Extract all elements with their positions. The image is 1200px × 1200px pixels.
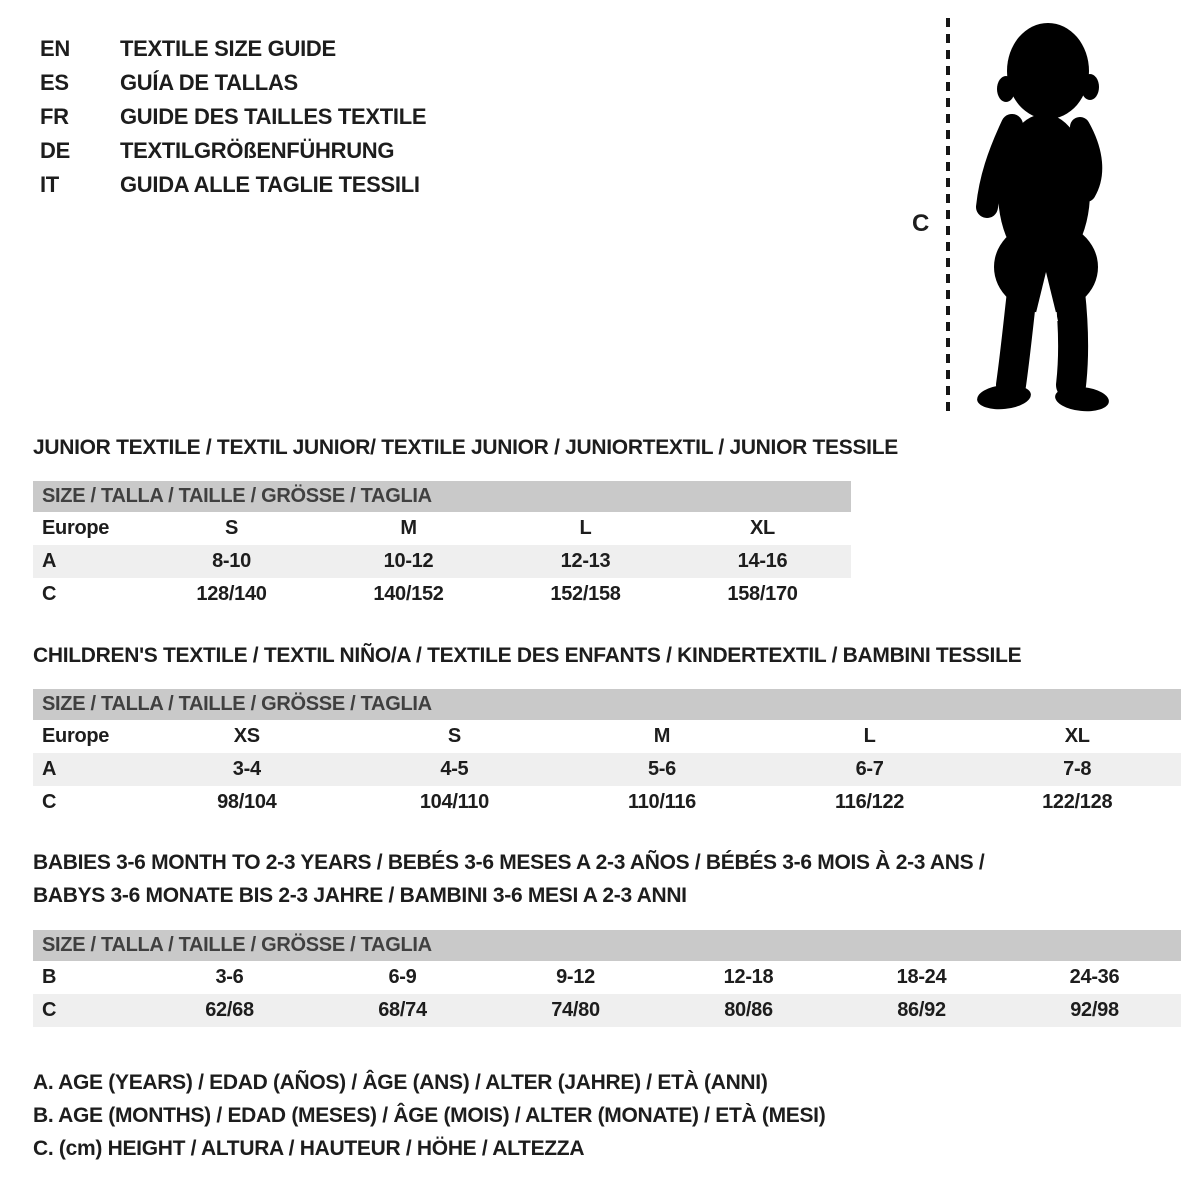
legend-line-a: A. AGE (YEARS) / EDAD (AÑOS) / ÂGE (ANS) / ALTER (JAHRE) / ETÀ (ANNI) bbox=[33, 1071, 768, 1094]
size-cell: 3-6 bbox=[215, 966, 244, 988]
table-row-height bbox=[33, 578, 851, 611]
toddler-silhouette-icon bbox=[958, 16, 1138, 418]
row-label: Europe bbox=[42, 725, 110, 747]
size-cell: 68/74 bbox=[316, 994, 489, 1027]
row-label: C bbox=[42, 791, 57, 813]
table-row-height bbox=[33, 786, 1181, 819]
size-bar: SIZE / TALLA / TAILLE / GRÖSSE / TAGLIA bbox=[33, 930, 1181, 961]
children-section bbox=[33, 645, 1181, 819]
size-table-babies bbox=[33, 961, 1181, 1027]
section-heading: BABIES 3-6 MONTH TO 2-3 YEARS / BEBÉS 3-6 MESES A 2-3 AÑOS / BÉBÉS 3-6 MOIS À 2-3 ANS / bbox=[33, 851, 985, 874]
table-row-europe bbox=[33, 720, 1181, 753]
size-cell: 152/158 bbox=[550, 583, 621, 605]
row-label: B bbox=[42, 966, 57, 988]
size-cell: 74/80 bbox=[489, 994, 662, 1027]
guide-title: GUIDE DES TAILLES TEXTILE bbox=[120, 104, 427, 129]
size-cell: 12-13 bbox=[497, 545, 674, 578]
section-heading: CHILDREN'S TEXTILE / TEXTIL NIÑO/A / TEXTILE DES ENFANTS / KINDERTEXTIL / BAMBINI TESSILE bbox=[33, 644, 1022, 667]
row-label: A bbox=[33, 753, 143, 786]
legend-line-b: B. AGE (MONTHS) / EDAD (MESES) / ÂGE (MOIS) / ALTER (MONATE) / ETÀ (MESI) bbox=[33, 1104, 826, 1127]
size-cell: 3-4 bbox=[143, 753, 351, 786]
size-cell: L bbox=[863, 725, 876, 747]
language-code: EN bbox=[40, 36, 70, 61]
height-dashed-line-icon bbox=[946, 18, 950, 416]
language-code: IT bbox=[40, 172, 59, 197]
table-row-height bbox=[33, 994, 1181, 1027]
size-cell: 140/152 bbox=[373, 583, 444, 605]
size-cell: 80/86 bbox=[662, 994, 835, 1027]
size-bar: SIZE / TALLA / TAILLE / GRÖSSE / TAGLIA bbox=[33, 689, 1181, 720]
size-cell: L bbox=[579, 517, 592, 539]
size-cell: 8-10 bbox=[143, 545, 320, 578]
size-cell: 158/170 bbox=[727, 583, 798, 605]
row-label: Europe bbox=[42, 517, 110, 539]
size-cell: 14-16 bbox=[674, 545, 851, 578]
size-cell: 10-12 bbox=[320, 545, 497, 578]
language-code: DE bbox=[40, 138, 70, 163]
guide-title: TEXTILGRÖßENFÜHRUNG bbox=[120, 138, 395, 163]
legend-line-c: C. (cm) HEIGHT / ALTURA / HAUTEUR / HÖHE / ALTEZZA bbox=[33, 1137, 585, 1160]
size-cell: 6-7 bbox=[766, 753, 974, 786]
size-cell: 110/116 bbox=[627, 791, 696, 813]
size-table-junior bbox=[33, 512, 851, 611]
size-cell: 9-12 bbox=[556, 966, 595, 988]
size-cell: 116/122 bbox=[835, 791, 905, 813]
size-bar: SIZE / TALLA / TAILLE / GRÖSSE / TAGLIA bbox=[33, 481, 851, 512]
size-cell: XL bbox=[1064, 725, 1090, 747]
table-row-age bbox=[33, 753, 1181, 786]
size-cell: S bbox=[224, 517, 239, 539]
table-row-age bbox=[33, 545, 851, 578]
table-row-months bbox=[33, 961, 1181, 994]
language-code: FR bbox=[40, 104, 69, 129]
size-cell: S bbox=[447, 725, 461, 747]
row-label: C bbox=[42, 583, 57, 605]
babies-section bbox=[33, 846, 1181, 1027]
size-cell: 5-6 bbox=[558, 753, 766, 786]
section-heading: JUNIOR TEXTILE / TEXTIL JUNIOR/ TEXTILE JUNIOR / JUNIORTEXTIL / JUNIOR TESSILE bbox=[33, 436, 898, 459]
size-cell: 6-9 bbox=[388, 966, 417, 988]
guide-title: GUÍA DE TALLAS bbox=[120, 70, 298, 95]
measurement-legend bbox=[33, 1066, 825, 1165]
size-cell: M bbox=[400, 517, 417, 539]
row-label: C bbox=[33, 994, 143, 1027]
row-label: A bbox=[33, 545, 143, 578]
size-cell: 12-18 bbox=[723, 966, 774, 988]
section-heading: BABYS 3-6 MONATE BIS 2-3 JAHRE / BAMBINI 3-6 MESI A 2-3 ANNI bbox=[33, 884, 687, 907]
size-cell: XL bbox=[750, 517, 775, 539]
size-cell: XS bbox=[233, 725, 260, 747]
size-cell: M bbox=[653, 725, 671, 747]
size-cell: 18-24 bbox=[896, 966, 947, 988]
height-figure bbox=[0, 0, 1200, 440]
junior-section bbox=[33, 437, 898, 611]
height-measure-label: C bbox=[912, 210, 930, 237]
language-code: ES bbox=[40, 70, 69, 95]
size-cell: 128/140 bbox=[196, 583, 267, 605]
size-cell: 122/128 bbox=[1042, 791, 1113, 813]
size-cell: 24-36 bbox=[1069, 966, 1120, 988]
size-cell: 86/92 bbox=[835, 994, 1008, 1027]
size-cell: 4-5 bbox=[351, 753, 559, 786]
size-cell: 62/68 bbox=[143, 994, 316, 1027]
size-cell: 98/104 bbox=[217, 791, 277, 813]
size-cell: 92/98 bbox=[1008, 994, 1181, 1027]
guide-title: TEXTILE SIZE GUIDE bbox=[120, 36, 336, 61]
size-table-children bbox=[33, 720, 1181, 819]
size-cell: 104/110 bbox=[419, 791, 489, 813]
guide-title: GUIDA ALLE TAGLIE TESSILI bbox=[120, 172, 420, 197]
table-row-europe bbox=[33, 512, 851, 545]
size-cell: 7-8 bbox=[973, 753, 1181, 786]
